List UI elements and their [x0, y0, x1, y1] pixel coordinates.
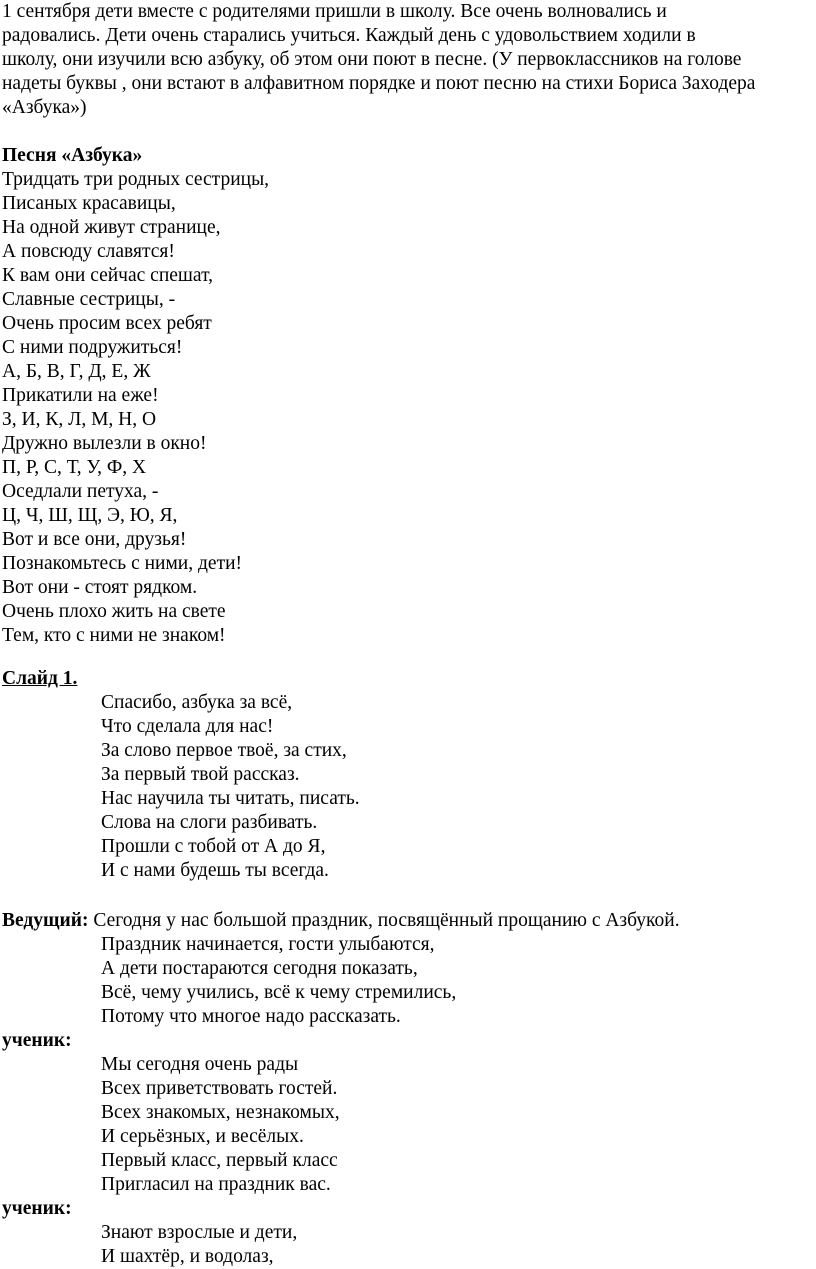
- speaker-label-student: ученик:: [2, 1030, 72, 1051]
- song-line: Очень просим всех ребят: [2, 313, 212, 334]
- speech-line: Пригласил на праздник вас.: [101, 1174, 331, 1195]
- speech-line: Праздник начинается, гости улыбаются,: [101, 934, 435, 955]
- speech-line: Потому что многое надо рассказать.: [101, 1006, 401, 1027]
- song-lyrics: [2, 168, 814, 648]
- speech-line: Мы сегодня очень рады: [101, 1054, 299, 1075]
- song-line: Оседлали петуха, -: [2, 481, 159, 502]
- host-speech: [2, 933, 814, 1029]
- poem-line: За слово первое твоё, за стих,: [101, 740, 347, 761]
- student-2-speech: [2, 1221, 814, 1269]
- song-line: П, Р, С, Т, У, Ф, Х: [2, 457, 147, 478]
- speaker-label-host: Ведущий:: [2, 910, 89, 931]
- speech-line: Всё, чему учились, всё к чему стремились,: [101, 982, 457, 1003]
- song-line: К вам они сейчас спешат,: [2, 265, 214, 286]
- intro-line: радовались. Дети очень старались учиться. Каждый день с удовольствием ходили в: [2, 25, 696, 46]
- speaker-label-student: ученик:: [2, 1198, 72, 1219]
- speech-line: Всех знакомых, незнакомых,: [101, 1102, 340, 1123]
- song-title: Песня «Азбука»: [2, 145, 143, 166]
- poem-line: За первый твой рассказ.: [101, 764, 300, 785]
- intro-line: школу, они изучили всю азбуку, об этом они поют в песне. (У первоклассников на голове: [2, 49, 742, 70]
- student-1-speech: [2, 1053, 814, 1197]
- song-line: Вот они - стоят рядком.: [2, 577, 198, 598]
- speech-line: И шахтёр, и водолаз,: [101, 1246, 274, 1267]
- song-line: Прикатили на еже!: [2, 385, 159, 406]
- song-line: Вот и все они, друзья!: [2, 529, 187, 550]
- song-line: Дружно вылезли в окно!: [2, 433, 207, 454]
- song-line: Познакомьтесь с ними, дети!: [2, 553, 243, 574]
- poem-line: Прошли с тобой от А до Я,: [101, 836, 326, 857]
- poem-line: И с нами будешь ты всегда.: [101, 860, 329, 881]
- song-line: На одной живут странице,: [2, 217, 221, 238]
- song-line: Славные сестрицы, -: [2, 289, 176, 310]
- host-intro-line: [2, 909, 814, 933]
- song-line: С ними подружиться!: [2, 337, 183, 358]
- poem-line: Слова на слоги разбивать.: [101, 812, 318, 833]
- intro-paragraph: [2, 0, 814, 120]
- poem-line: Нас научила ты читать, писать.: [101, 788, 360, 809]
- intro-line: надеты буквы , они встают в алфавитном порядке и поют песню на стихи Бориса Заходера: [2, 73, 756, 94]
- song-line: Тем, кто с ними не знаком!: [2, 625, 226, 646]
- speech-line: Всех приветствовать гостей.: [101, 1078, 338, 1099]
- song-line: Писаных красавицы,: [2, 193, 176, 214]
- slide-1-poem: [2, 691, 814, 883]
- song-line: Очень плохо жить на свете: [2, 601, 226, 622]
- song-line: Тридцать три родных сестрицы,: [2, 169, 270, 190]
- intro-line: «Азбука»): [2, 97, 87, 118]
- song-line: А повсюду славятся!: [2, 241, 175, 262]
- speech-line: Знают взрослые и дети,: [101, 1222, 298, 1243]
- slide-1-title: Слайд 1.: [2, 668, 78, 689]
- speech-line: И серьёзных, и весёлых.: [101, 1126, 304, 1147]
- song-line: А, Б, В, Г, Д, Е, Ж: [2, 361, 151, 382]
- song-line: Ц, Ч, Ш, Щ, Э, Ю, Я,: [2, 505, 178, 526]
- spacer: [2, 883, 814, 909]
- poem-line: Что сделала для нас!: [101, 716, 274, 737]
- speech-line: Первый класс, первый класс: [101, 1150, 338, 1171]
- speech-line: А дети постараются сегодня показать,: [101, 958, 418, 979]
- host-first-line: Сегодня у нас большой праздник, посвящённый прощанию с Азбукой.: [88, 910, 680, 931]
- poem-line: Спасибо, азбука за всё,: [101, 692, 293, 713]
- intro-line: 1 сентября дети вместе с родителями пришли в школу. Все очень волновались и: [2, 1, 667, 22]
- song-line: З, И, К, Л, М, Н, О: [2, 409, 157, 430]
